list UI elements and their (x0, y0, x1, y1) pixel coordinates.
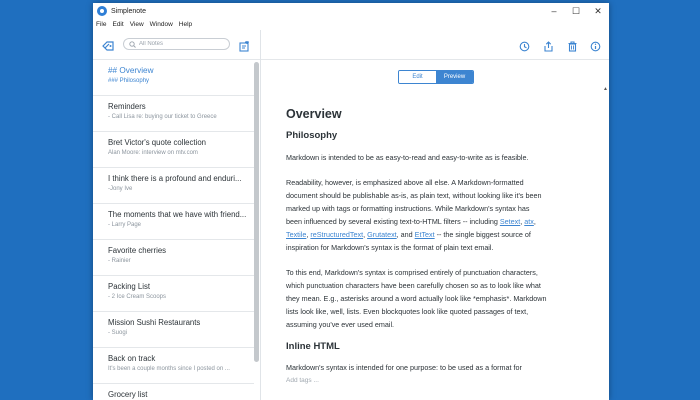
share-icon[interactable] (543, 39, 554, 57)
note-title: Back on track (108, 354, 156, 363)
menu-window[interactable]: Window (149, 21, 173, 28)
heading-philosophy: Philosophy (286, 130, 338, 141)
note-preview: - Call Lisa re: buying our ticket to Greece (108, 114, 217, 120)
note-title: Mission Sushi Restaurants (108, 318, 201, 327)
tag-icon[interactable] (102, 39, 115, 57)
note-title: I think there is a profound and enduri... (108, 174, 242, 183)
paragraph-2-line: been influenced by several existing text-to-HTML filters -- including Setext, atx, (286, 217, 536, 226)
note-preview: ### Philosophy (108, 78, 150, 84)
search-box[interactable] (123, 38, 230, 50)
note-title: Grocery list (108, 390, 148, 399)
info-icon[interactable] (590, 39, 601, 57)
note-title: Reminders (108, 102, 146, 111)
note-preview: It's been a couple months since I posted on ... (108, 366, 230, 372)
notes-scrollbar[interactable] (254, 62, 259, 362)
paragraph-3-line: To this end, Markdown's syntax is comprised entirely of punctuation characters, (286, 268, 538, 277)
heading-overview: Overview (286, 107, 342, 121)
menu-bar (93, 19, 609, 30)
notes-sidebar (93, 30, 261, 400)
paragraph-2-line: Readability, however, is emphasized above all else. A Markdown-formatted (286, 178, 524, 187)
editor-toolbar (261, 30, 609, 60)
paragraph-2-line: marked up with tags or formatting instructions. While Markdown's syntax has (286, 204, 530, 213)
note-title: Favorite cherries (108, 246, 167, 255)
link-textile[interactable]: Textile (286, 230, 307, 239)
heading-inline-html: Inline HTML (286, 341, 340, 352)
note-title: The moments that we have with friend... (108, 210, 247, 219)
note-preview: - Larry Page (108, 222, 142, 228)
note-title: Packing List (108, 282, 151, 291)
list-item[interactable] (93, 312, 254, 348)
paragraph-3-line: assuming you've ever used email. (286, 320, 395, 329)
note-preview: - Rainier (108, 258, 131, 264)
history-icon[interactable] (519, 39, 530, 57)
maximize-button[interactable]: ☐ (571, 5, 581, 16)
link-setext[interactable]: Setext (499, 217, 521, 226)
menu-help[interactable]: Help (178, 21, 193, 28)
paragraph-3 (286, 266, 591, 331)
note-preview: - 2 Ice Cream Scoops (108, 294, 167, 300)
paragraph-2-line: inspiration for Markdown's syntax is the format of plain text email. (286, 243, 494, 252)
paragraph-3-line: which punctuation characters have been carefully chosen so as to look like what (286, 281, 541, 290)
notes-list (93, 60, 254, 400)
paragraph-2-line: Textile, reStructuredText, Grutatext, and EtText -- the single biggest source of (286, 230, 531, 239)
list-item[interactable] (93, 276, 254, 312)
tags-input[interactable]: Add tags ... (286, 377, 319, 384)
note-preview: - Suogi (108, 330, 128, 336)
title-bar (93, 3, 609, 19)
paragraph-4: Markdown's syntax is intended for one purpose: to be used as a format for (286, 363, 522, 372)
paragraph-3-line: they mean. E.g., asterisks around a word actually look like *emphasis*. Markdown (286, 294, 547, 303)
link-grutatext[interactable]: Grutatext (367, 230, 397, 239)
paragraph-2 (286, 176, 591, 254)
paragraph-2-line: document should be publishable as-is, as plain text, without looking like it's been (286, 191, 542, 200)
note-preview: Alan Moore: interview on mtv.com (108, 150, 198, 156)
menu-edit[interactable]: Edit (112, 21, 124, 28)
list-item[interactable] (93, 348, 254, 384)
search-input[interactable] (136, 41, 219, 47)
link-ettext[interactable]: EtText (414, 230, 435, 239)
minimize-button[interactable]: – (551, 6, 557, 16)
list-item[interactable] (93, 60, 254, 96)
link-restructuredtext[interactable]: reStructuredText (310, 230, 364, 239)
app-window (93, 3, 609, 400)
scroll-up-arrow-icon[interactable]: ▲ (603, 86, 608, 92)
note-preview: -Jony Ive (108, 186, 133, 192)
list-item[interactable] (93, 168, 254, 204)
edit-tab[interactable]: Edit (399, 71, 436, 83)
paragraph-3-line: lists look like, well, lists. Even blockquotes look like quoted passages of text, (286, 307, 529, 316)
list-item[interactable] (93, 384, 254, 400)
link-atx[interactable]: atx (524, 217, 534, 226)
list-item[interactable] (93, 132, 254, 168)
edit-preview-toggle (398, 70, 474, 84)
note-title: Bret Victor's quote collection (108, 138, 206, 147)
preview-tab[interactable]: Preview (436, 71, 473, 83)
menu-file[interactable]: File (96, 21, 107, 28)
list-item[interactable] (93, 96, 254, 132)
list-item[interactable] (93, 204, 254, 240)
window-title: Simplenote (111, 7, 147, 15)
paragraph-1: Markdown is intended to be as easy-to-read and easy-to-write as is feasible. (286, 153, 529, 162)
trash-icon[interactable] (567, 39, 578, 57)
search-icon (129, 41, 136, 48)
menu-view[interactable]: View (129, 21, 144, 28)
app-logo-icon (97, 6, 107, 16)
note-title: ## Overview (108, 66, 154, 75)
close-button[interactable]: ✕ (594, 5, 602, 16)
note-content (286, 107, 591, 374)
new-note-icon[interactable] (239, 39, 250, 57)
sidebar-toolbar (93, 30, 260, 60)
list-item[interactable] (93, 240, 254, 276)
